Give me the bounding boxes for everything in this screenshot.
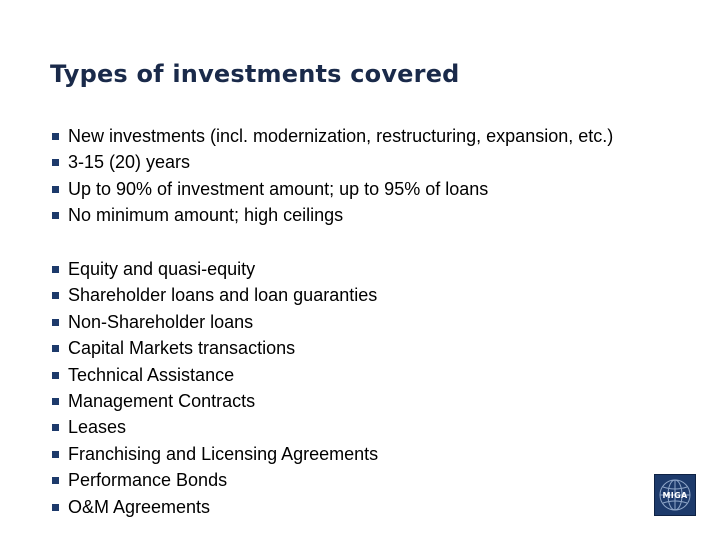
list-item-text: Management Contracts bbox=[68, 390, 256, 411]
bullet-icon bbox=[52, 424, 59, 431]
list-item-text: Technical Assistance bbox=[68, 364, 235, 385]
list-item-text: Performance Bonds bbox=[68, 470, 228, 491]
list-item-text: No minimum amount; high ceilings bbox=[68, 205, 344, 226]
miga-logo bbox=[654, 474, 696, 516]
list-item-text: 3-15 (20) years bbox=[68, 152, 191, 173]
list-item-text: Shareholder loans and loan guaranties bbox=[68, 285, 378, 306]
bullet-icon bbox=[52, 372, 59, 379]
bullet-icon bbox=[52, 451, 59, 458]
bullet-icon bbox=[52, 186, 59, 193]
bullet-icon bbox=[52, 292, 59, 299]
bullet-icon bbox=[52, 266, 59, 273]
list-item-text: Up to 90% of investment amount; up to 95% of loans bbox=[68, 178, 489, 199]
slide-title: Types of investments covered bbox=[50, 60, 460, 88]
bullet-icon bbox=[52, 345, 59, 352]
list-item-text: Capital Markets transactions bbox=[68, 338, 296, 359]
logo-text: MIGA bbox=[662, 491, 688, 500]
bullet-icon bbox=[52, 477, 59, 484]
bullet-icon bbox=[52, 319, 59, 326]
bullet-icon bbox=[52, 133, 59, 140]
list-item-text: Equity and quasi-equity bbox=[68, 259, 256, 279]
bullet-icon bbox=[52, 212, 59, 219]
list-item-text: O&M Agreements bbox=[68, 496, 211, 517]
list-item-text: Franchising and Licensing Agreements bbox=[68, 443, 379, 464]
bullet-icon bbox=[52, 504, 59, 511]
bullet-icon bbox=[52, 159, 59, 166]
list-item-text: Non-Shareholder loans bbox=[68, 311, 254, 332]
bullet-icon bbox=[52, 398, 59, 405]
list-item-text: New investments (incl. modernization, restructuring, expansion, etc.) bbox=[68, 126, 614, 146]
list-item-text: Leases bbox=[68, 417, 127, 438]
